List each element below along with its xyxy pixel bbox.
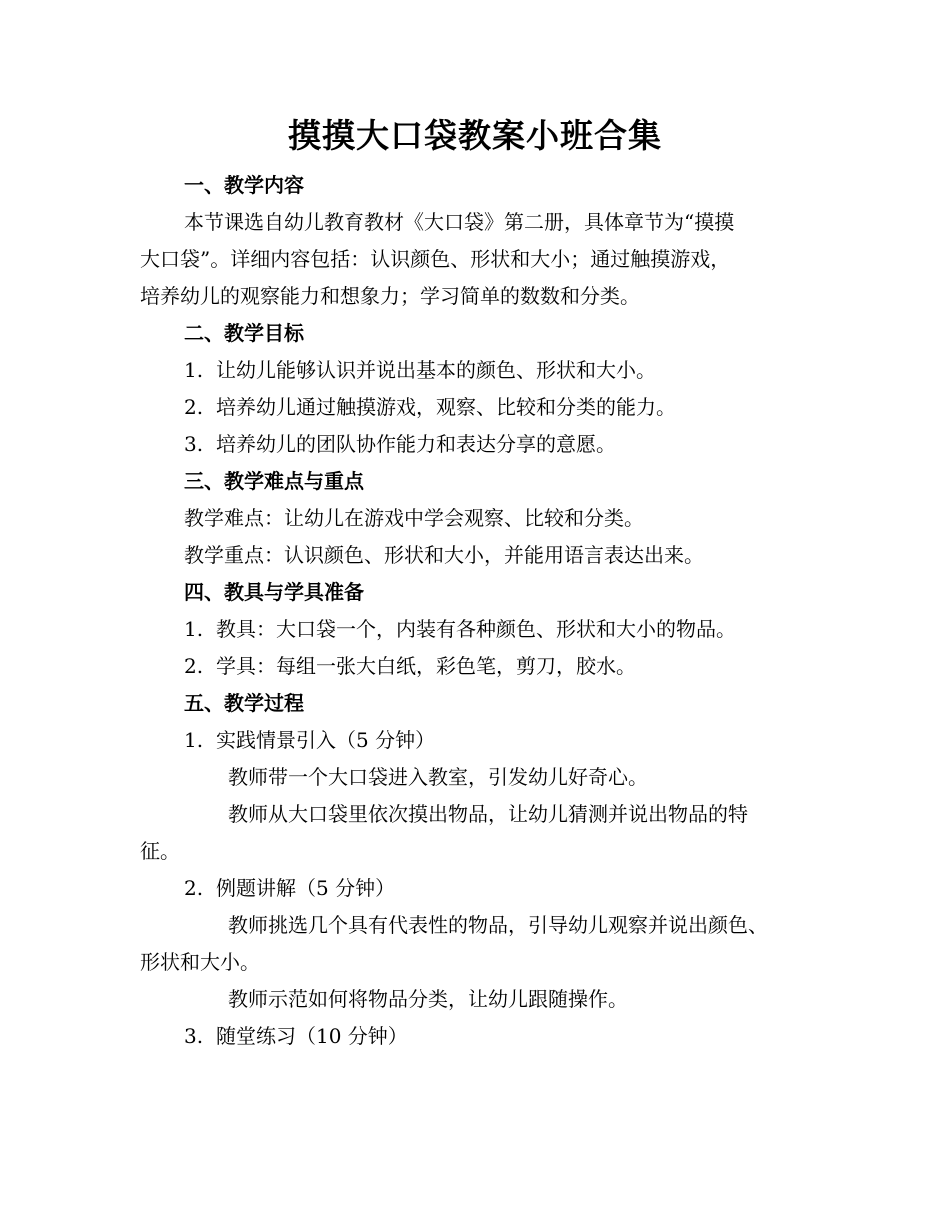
list-item	[184, 652, 636, 680]
list-item-text: 培养幼儿通过触摸游戏，观察、比较和分类的能力。	[216, 395, 676, 419]
list-number: 1.	[184, 358, 204, 382]
list-number: 3.	[184, 1024, 204, 1048]
paragraph-line: 教学难点：让幼儿在游戏中学会观察、比较和分类。	[184, 506, 644, 530]
list-item-text: 让幼儿能够认识并说出基本的颜色、形状和大小。	[216, 358, 656, 382]
list-item-text: 例题讲解（5 分钟）	[216, 876, 396, 900]
paragraph-line: 教师从大口袋里依次摸出物品，让幼儿猜测并说出物品的特	[228, 802, 748, 826]
list-item-text: 随堂练习（10 分钟）	[216, 1024, 408, 1048]
list-item	[184, 356, 656, 384]
paragraph-line: 教师示范如何将物品分类，让幼儿跟随操作。	[228, 987, 628, 1011]
list-item-text: 教具：大口袋一个，内装有各种颜色、形状和大小的物品。	[216, 617, 736, 641]
list-item	[184, 1022, 408, 1050]
section-heading-process: 五、教学过程	[184, 691, 304, 715]
list-number: 1.	[184, 617, 204, 641]
list-number: 2.	[184, 395, 204, 419]
section-heading-materials: 四、教具与学具准备	[184, 580, 364, 604]
paragraph-line: 本节课选自幼儿教育教材《大口袋》第二册，具体章节为“摸摸	[184, 210, 735, 234]
list-item-text: 培养幼儿的团队协作能力和表达分享的意愿。	[216, 432, 616, 456]
paragraph-line: 教学重点：认识颜色、形状和大小，并能用语言表达出来。	[184, 543, 704, 567]
section-heading-goals: 二、教学目标	[184, 321, 304, 345]
paragraph-line: 大口袋”。详细内容包括：认识颜色、形状和大小；通过触摸游戏，	[140, 247, 731, 271]
paragraph-line: 培养幼儿的观察能力和想象力；学习简单的数数和分类。	[140, 284, 640, 308]
paragraph-line: 教师挑选几个具有代表性的物品，引导幼儿观察并说出颜色、	[228, 913, 768, 937]
list-number: 3.	[184, 432, 204, 456]
list-number: 2.	[184, 876, 204, 900]
list-number: 1.	[184, 728, 204, 752]
document-title: 摸摸大口袋教案小班合集	[288, 116, 662, 155]
list-item	[184, 393, 676, 421]
section-heading-content: 一、教学内容	[184, 173, 304, 197]
list-item-text: 实践情景引入（5 分钟）	[216, 728, 436, 752]
paragraph-line: 征。	[140, 839, 180, 863]
list-item	[184, 615, 736, 643]
section-heading-key-points: 三、教学难点与重点	[184, 469, 364, 493]
list-number: 2.	[184, 654, 204, 678]
list-item-text: 学具：每组一张大白纸，彩色笔，剪刀，胶水。	[216, 654, 636, 678]
list-item	[184, 726, 435, 754]
paragraph-line: 教师带一个大口袋进入教室，引发幼儿好奇心。	[228, 765, 648, 789]
paragraph-line: 形状和大小。	[140, 950, 260, 974]
list-item	[184, 430, 616, 458]
list-item	[184, 874, 395, 902]
